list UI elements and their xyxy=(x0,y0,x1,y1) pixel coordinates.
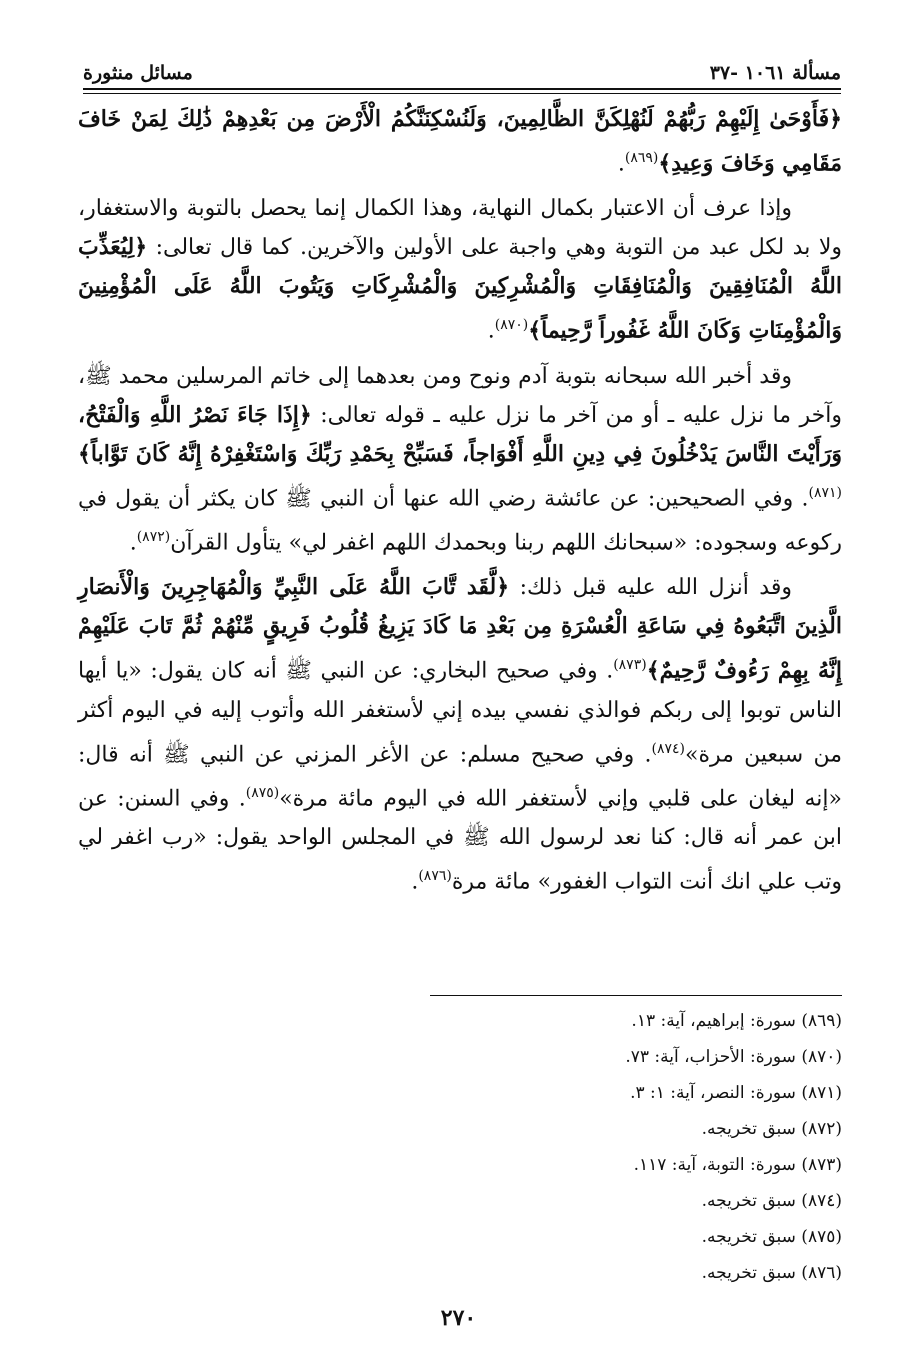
footnote-item: (٨٧٥) سبق تخريجه. xyxy=(701,1227,842,1247)
quran-verse: ﴿إِذَا جَاءَ نَصْرُ اللَّهِ وَالْفَتْحُ، وَرَأَيْتَ النَّاسَ يَدْخُلُونَ فِي دِينِ اللَّهِ أَفْوَاجاً، فَسَبِّحْ بِحَمْدِ رَبِّكَ وَاسْتَغْفِرْهُ إِنَّهُ كَانَ تَوَّاباً﴾ xyxy=(78,401,842,467)
footnote-marker: (٨٦٩) xyxy=(624,150,659,166)
header-rule-thin xyxy=(83,93,841,94)
page-number: ٢٧٠ xyxy=(440,1305,477,1331)
paragraph xyxy=(78,568,842,901)
paragraph xyxy=(78,189,842,350)
quran-verse: ﴿لَّقَد تَّابَ اللَّهُ عَلَى النَّبِيِّ وَالْمُهَاجِرِينَ وَالْأَنصَارِ الَّذِينَ اتَّبَعُوهُ فِي سَاعَةِ الْعُسْرَةِ مِن بَعْدِ مَا كَادَ يَزِيغُ قُلُوبُ فَرِيقٍ مِّنْهُمْ ثُمَّ تَابَ عَلَيْهِمْ إِنَّهُ بِهِمْ رَءُوفٌ رَّحِيمٌ﴾ xyxy=(78,574,842,684)
paragraph xyxy=(78,100,842,183)
header-issue-number: مسألة ١٠٦١ -٣٧ xyxy=(709,62,841,84)
paragraph xyxy=(78,357,842,563)
paragraph-text: . وفي السنن: عن ابن عمر أنه قال: كنا نعد لرسول الله ﷺ في المجلس الواحد يقول: «رب اغفر لي وتب علي انك أنت التواب الغفور» مائة مرة xyxy=(78,786,842,895)
paragraph-text: . وفي صحيح البخاري: عن النبي ﷺ أنه كان يقول: «يا أيها الناس توبوا إلى ربكم فوالذي نفسي بيده إني لأستغفر الله وأتوب إليه في اليوم أكثر من سبعين مرة» xyxy=(78,658,843,767)
paragraph-text: . xyxy=(487,318,495,344)
footnote-item: (٨٧٢) سبق تخريجه. xyxy=(701,1119,842,1139)
paragraph-text: . وفي الصحيحين: عن عائشة رضي الله عنها أن النبي ﷺ كان يكثر أن يقول في ركوعه وسجوده: «سبحانك اللهم ربنا وبحمدك اللهم اغفر لي» يتأول القرآن xyxy=(78,485,842,556)
footnotes xyxy=(430,1003,842,1291)
footnote-item: (٨٦٩) سورة: إبراهيم، آية: ١٣. xyxy=(631,1011,842,1031)
footnote-marker: (٨٧٤) xyxy=(651,740,685,757)
paragraph-text: وإذا عرف أن الاعتبار بكمال النهاية، وهذا الكمال إنما يحصل بالتوبة والاستغفار، ولا بد لكل عبد من التوبة وهي واجبة على الأولين والآخرين. كما قال تعالى: xyxy=(78,196,842,261)
quran-verse: ﴿لِيُعَذِّبَ اللَّهُ الْمُنَافِقِينَ وَالْمُنَافِقَاتِ وَالْمُشْرِكِينَ وَالْمُشْرِكَاتِ وَيَتُوبَ اللَّهُ عَلَى الْمُؤْمِنِينَ وَالْمُؤْمِنَاتِ وَكَانَ اللَّهُ غَفُوراً رَّحِيماً﴾ xyxy=(78,234,842,344)
header-section-title: مسائل منثورة xyxy=(83,62,193,84)
footnote-marker: (٨٧٥) xyxy=(245,784,280,801)
footnote-item: (٨٧١) سورة: النصر، آية: ١: ٣. xyxy=(630,1083,842,1103)
paragraph-text: وقد أخبر الله سبحانه بتوبة آدم ونوح ومن بعدهما إلى خاتم المرسلين محمد ﷺ، وآخر ما نزل عليه ـ أو من آخر ما نزل عليه ـ قوله تعالى: xyxy=(78,363,842,428)
footnote-item: (٨٧٠) سورة: الأحزاب، آية: ٧٣. xyxy=(625,1047,842,1067)
footnote-item: (٨٧٦) سبق تخريجه. xyxy=(701,1263,842,1283)
main-text xyxy=(78,100,842,902)
running-header xyxy=(83,50,841,84)
footnote-marker: (٨٧٠) xyxy=(494,317,529,334)
footnote-separator xyxy=(430,995,842,996)
paragraph-text: . وفي صحيح مسلم: عن الأغر المزني عن النبي ﷺ أنه قال: «إنه ليغان على قلبي وإني لأستغفر الله في اليوم مائة مرة» xyxy=(78,741,842,812)
paragraph-text: . xyxy=(411,869,419,895)
paragraph-text: وقد أنزل الله عليه قبل ذلك: xyxy=(509,575,792,601)
footnote-marker: (٨٧٢) xyxy=(136,528,171,545)
footnote-item: (٨٧٤) سبق تخريجه. xyxy=(701,1191,842,1211)
quran-verse: ﴿فَأَوْحَىٰ إِلَيْهِمْ رَبُّهُمْ لَنُهْلِكَنَّ الظَّالِمِينَ، وَلَنُسْكِنَنَّكُمُ الْأَرْضَ مِن بَعْدِهِمْ ذَٰلِكَ لِمَنْ خَافَ مَقَامِي وَخَافَ وَعِيدِ﴾ xyxy=(78,106,842,177)
footnote-item: (٨٧٣) سورة: التوبة، آية: ١١٧. xyxy=(633,1155,842,1175)
footnote-marker: (٨٧٦) xyxy=(418,868,452,885)
header-rule xyxy=(83,88,841,90)
footnote-marker: (٨٧٣) xyxy=(613,657,647,674)
paragraph-text: . xyxy=(617,151,625,177)
footnote-marker: (٨٧١) xyxy=(808,484,842,501)
paragraph-text: . xyxy=(129,530,137,556)
